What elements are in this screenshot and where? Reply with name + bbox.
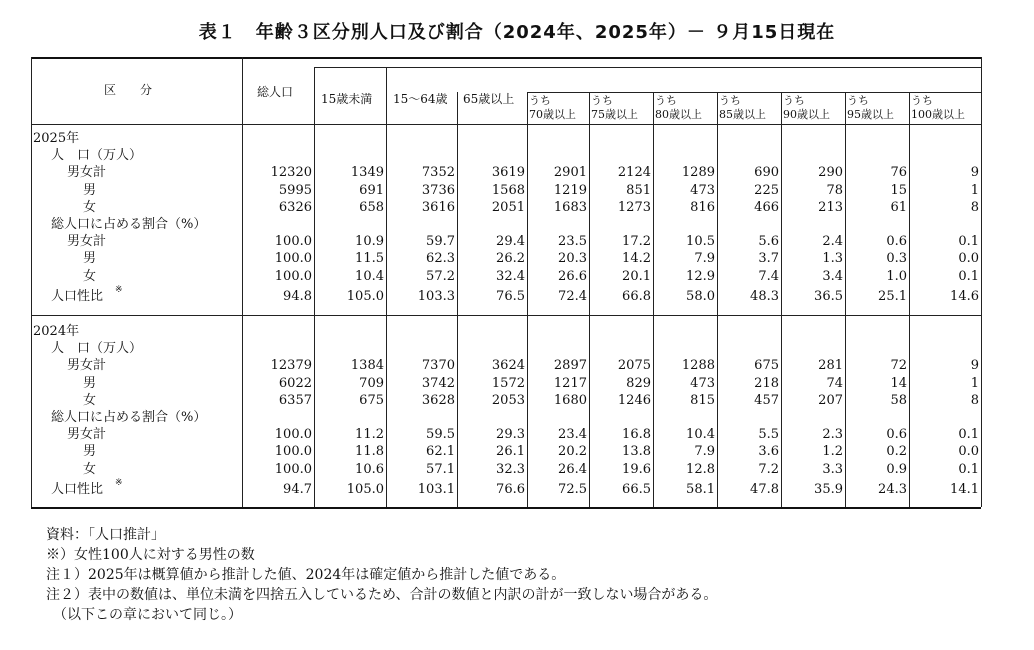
table-cell: 57.1 xyxy=(426,461,455,477)
table-cell: 675 xyxy=(754,358,779,374)
uchi-label: うち xyxy=(655,94,677,107)
table-cell: 10.9 xyxy=(355,234,384,250)
table-cell: 58 xyxy=(890,392,907,408)
sub-age-header: 95歳以上 xyxy=(847,108,894,121)
table-cell: 61 xyxy=(890,199,907,215)
table-cell: 3628 xyxy=(421,392,455,408)
table-cell: 26.4 xyxy=(558,461,587,477)
table-cell: 3624 xyxy=(491,358,525,374)
table-cell: 2075 xyxy=(617,358,651,374)
table-cell: 100.0 xyxy=(274,444,312,460)
table-cell: 20.2 xyxy=(558,444,587,460)
table-cell: 2124 xyxy=(617,165,651,181)
table-cell: 3736 xyxy=(421,182,455,198)
table-cell: 103.1 xyxy=(417,481,455,497)
table-cell: 658 xyxy=(359,199,384,215)
table-rule xyxy=(314,67,315,507)
row-label: 女 xyxy=(83,461,97,477)
row-label: 女 xyxy=(83,199,97,215)
table-cell: 24.3 xyxy=(878,481,907,497)
table-cell: 72 xyxy=(890,358,907,374)
table-cell: 62.1 xyxy=(426,444,455,460)
table-cell: 0.0 xyxy=(958,251,979,267)
table-cell: 0.6 xyxy=(886,234,907,250)
table-cell: 13.8 xyxy=(622,444,651,460)
table-cell: 0.1 xyxy=(958,234,979,250)
table-cell: 0.6 xyxy=(886,427,907,443)
table-cell: 9 xyxy=(970,165,979,181)
table-cell: 1289 xyxy=(681,165,715,181)
kubun-header: 区 分 xyxy=(104,83,153,97)
notes xyxy=(46,525,717,625)
uchi-label: うち xyxy=(529,94,551,107)
row-label: 女 xyxy=(83,268,97,284)
table-rule xyxy=(31,315,981,316)
table-cell: 58.0 xyxy=(686,288,715,304)
table-cell: 36.5 xyxy=(814,288,843,304)
table-cell: 105.0 xyxy=(346,288,384,304)
table-cell: 32.4 xyxy=(496,268,525,284)
table-cell: 12.8 xyxy=(686,461,715,477)
table-cell: 1.0 xyxy=(886,268,907,284)
table-cell: 72.4 xyxy=(558,288,587,304)
table-cell: 29.4 xyxy=(496,234,525,250)
table-cell: 3.3 xyxy=(822,461,843,477)
table-rule xyxy=(845,92,846,507)
table-cell: 10.4 xyxy=(686,427,715,443)
table-cell: 1683 xyxy=(553,199,587,215)
table-cell: 0.1 xyxy=(958,427,979,443)
table-cell: 829 xyxy=(626,375,651,391)
table-cell: 74 xyxy=(826,375,843,391)
table-cell: 94.7 xyxy=(283,481,312,497)
table-cell: 19.6 xyxy=(622,461,651,477)
ratio-mark: ※ xyxy=(115,284,123,295)
note-line: （以下この章において同じ。） xyxy=(46,607,242,623)
uchi-label: うち xyxy=(591,94,613,107)
table-cell: 1219 xyxy=(553,182,587,198)
table-cell: 7370 xyxy=(421,358,455,374)
age15-64-header: 15～64歳 xyxy=(393,92,448,106)
table-cell: 7.9 xyxy=(694,251,715,267)
sub-age-header: 100歳以上 xyxy=(911,108,965,121)
table-cell: 57.2 xyxy=(426,268,455,284)
row-label: 男 xyxy=(83,251,97,267)
table-cell: 690 xyxy=(754,165,779,181)
table-cell: 11.5 xyxy=(355,251,384,267)
page-title: 表１ 年齢３区分別人口及び割合（2024年、2025年）－ ９月15日現在 xyxy=(198,22,836,43)
row-label: 女 xyxy=(83,392,97,408)
table-cell: 207 xyxy=(818,392,843,408)
table-cell: 457 xyxy=(754,392,779,408)
table-cell: 72.5 xyxy=(558,481,587,497)
table-cell: 47.8 xyxy=(750,481,779,497)
under15-header: 15歳未満 xyxy=(321,92,373,106)
table-cell: 2051 xyxy=(491,199,525,215)
table-cell: 2.4 xyxy=(822,234,843,250)
table-cell: 3619 xyxy=(491,165,525,181)
table-cell: 12379 xyxy=(270,358,312,374)
table-cell: 20.1 xyxy=(622,268,651,284)
table-cell: 3.4 xyxy=(822,268,843,284)
table-cell: 3616 xyxy=(421,199,455,215)
table-cell: 23.5 xyxy=(558,234,587,250)
table-cell: 1217 xyxy=(553,375,587,391)
table-cell: 26.1 xyxy=(496,444,525,460)
table-cell: 691 xyxy=(359,182,384,198)
table-cell: 3.6 xyxy=(758,444,779,460)
table-cell: 675 xyxy=(359,392,384,408)
table-cell: 1568 xyxy=(491,182,525,198)
population-table xyxy=(31,57,981,507)
table-cell: 66.5 xyxy=(622,481,651,497)
table-cell: 7352 xyxy=(421,165,455,181)
table-cell: 1384 xyxy=(350,358,384,374)
table-cell: 100.0 xyxy=(274,234,312,250)
table-cell: 0.1 xyxy=(958,461,979,477)
table-rule xyxy=(31,124,981,125)
uchi-label: うち xyxy=(719,94,741,107)
share-label: 総人口に占める割合（%） xyxy=(51,217,207,232)
table-cell: 12.9 xyxy=(686,268,715,284)
table-rule xyxy=(386,67,387,507)
table-cell: 29.3 xyxy=(496,427,525,443)
table-cell: 8 xyxy=(970,199,979,215)
table-cell: 3.7 xyxy=(758,251,779,267)
sub-age-header: 80歳以上 xyxy=(655,108,702,121)
table-cell: 709 xyxy=(359,375,384,391)
table-cell: 26.6 xyxy=(558,268,587,284)
table-cell: 105.0 xyxy=(346,481,384,497)
year-label: 2024年 xyxy=(33,324,80,339)
table-cell: 62.3 xyxy=(426,251,455,267)
table-cell: 59.7 xyxy=(426,234,455,250)
table-cell: 851 xyxy=(626,182,651,198)
table-rule xyxy=(314,67,981,68)
table-rule xyxy=(981,57,982,507)
table-cell: 7.9 xyxy=(694,444,715,460)
table-cell: 35.9 xyxy=(814,481,843,497)
table-cell: 32.3 xyxy=(496,461,525,477)
table-cell: 103.3 xyxy=(417,288,455,304)
table-cell: 473 xyxy=(690,375,715,391)
year-label: 2025年 xyxy=(33,131,80,146)
table-cell: 218 xyxy=(754,375,779,391)
ratio-label: 人口性比 xyxy=(51,288,104,304)
table-cell: 1 xyxy=(970,375,979,391)
table-cell: 1349 xyxy=(350,165,384,181)
note-line: 資料：「人口推計」 xyxy=(46,527,165,543)
table-cell: 12320 xyxy=(270,165,312,181)
table-cell: 58.1 xyxy=(686,481,715,497)
table-cell: 14.2 xyxy=(622,251,651,267)
table-cell: 100.0 xyxy=(274,461,312,477)
sub-age-header: 90歳以上 xyxy=(783,108,830,121)
table-cell: 25.1 xyxy=(878,288,907,304)
table-cell: 10.5 xyxy=(686,234,715,250)
table-cell: 11.2 xyxy=(355,427,384,443)
table-cell: 76 xyxy=(890,165,907,181)
table-rule xyxy=(457,92,458,507)
table-cell: 2901 xyxy=(553,165,587,181)
row-label: 男 xyxy=(83,444,97,460)
table-cell: 23.4 xyxy=(558,427,587,443)
table-cell: 2.3 xyxy=(822,427,843,443)
table-cell: 7.2 xyxy=(758,461,779,477)
share-label: 総人口に占める割合（%） xyxy=(51,410,207,425)
row-label: 男女計 xyxy=(67,165,107,181)
table-rule xyxy=(527,92,981,93)
table-cell: 20.3 xyxy=(558,251,587,267)
table-cell: 14.1 xyxy=(950,481,979,497)
table-cell: 815 xyxy=(690,392,715,408)
table-cell: 0.2 xyxy=(886,444,907,460)
table-rule xyxy=(527,92,528,507)
table-rule xyxy=(781,92,782,507)
table-cell: 5.6 xyxy=(758,234,779,250)
ratio-label: 人口性比 xyxy=(51,481,104,497)
table-cell: 7.4 xyxy=(758,268,779,284)
table-cell: 10.4 xyxy=(355,268,384,284)
table-cell: 0.0 xyxy=(958,444,979,460)
table-cell: 225 xyxy=(754,182,779,198)
table-cell: 17.2 xyxy=(622,234,651,250)
table-cell: 473 xyxy=(690,182,715,198)
table-cell: 1 xyxy=(970,182,979,198)
table-cell: 290 xyxy=(818,165,843,181)
table-cell: 94.8 xyxy=(283,288,312,304)
table-rule xyxy=(717,92,718,507)
row-label: 男女計 xyxy=(67,234,107,250)
row-label: 男 xyxy=(83,375,97,391)
table-cell: 1246 xyxy=(617,392,651,408)
uchi-label: うち xyxy=(847,94,869,107)
table-cell: 1.2 xyxy=(822,444,843,460)
table-cell: 14 xyxy=(890,375,907,391)
table-cell: 48.3 xyxy=(750,288,779,304)
table-cell: 1572 xyxy=(491,375,525,391)
sub-age-header: 85歳以上 xyxy=(719,108,766,121)
table-cell: 100.0 xyxy=(274,268,312,284)
note-line: 注１）2025年は概算値から推計した値、2024年は確定値から推計した値である。 xyxy=(46,567,566,583)
table-cell: 5.5 xyxy=(758,427,779,443)
table-cell: 0.3 xyxy=(886,251,907,267)
pop-label: 人 口（万人） xyxy=(51,341,143,357)
table-cell: 2897 xyxy=(553,358,587,374)
table-cell: 0.9 xyxy=(886,461,907,477)
table-cell: 11.8 xyxy=(355,444,384,460)
uchi-label: うち xyxy=(911,94,933,107)
uchi-label: うち xyxy=(783,94,805,107)
total-header: 総人口 xyxy=(257,85,294,99)
table-cell: 14.6 xyxy=(950,288,979,304)
table-cell: 816 xyxy=(690,199,715,215)
table-rule xyxy=(31,507,981,509)
row-label: 男女計 xyxy=(67,358,107,374)
pop-label: 人 口（万人） xyxy=(51,148,143,164)
table-cell: 6022 xyxy=(278,375,312,391)
table-cell: 59.5 xyxy=(426,427,455,443)
table-cell: 100.0 xyxy=(274,427,312,443)
table-cell: 1680 xyxy=(553,392,587,408)
table-cell: 466 xyxy=(754,199,779,215)
over65-header: 65歳以上 xyxy=(463,92,515,106)
note-line: 注２）表中の数値は、単位未満を四捨五入しているため、合計の数値と内訳の計が一致しない場合がある。 xyxy=(46,587,718,603)
table-cell: 15 xyxy=(890,182,907,198)
table-cell: 78 xyxy=(826,182,843,198)
table-cell: 5995 xyxy=(278,182,312,198)
table-cell: 0.1 xyxy=(958,268,979,284)
table-cell: 100.0 xyxy=(274,251,312,267)
table-cell: 16.8 xyxy=(622,427,651,443)
table-cell: 6326 xyxy=(278,199,312,215)
sub-age-header: 75歳以上 xyxy=(591,108,638,121)
ratio-mark: ※ xyxy=(115,477,123,488)
row-label: 男女計 xyxy=(67,427,107,443)
table-rule xyxy=(589,92,590,507)
table-cell: 66.8 xyxy=(622,288,651,304)
table-cell: 10.6 xyxy=(355,461,384,477)
table-cell: 213 xyxy=(818,199,843,215)
table-cell: 1288 xyxy=(681,358,715,374)
table-cell: 26.2 xyxy=(496,251,525,267)
table-cell: 8 xyxy=(970,392,979,408)
sub-age-header: 70歳以上 xyxy=(529,108,576,121)
row-label: 男 xyxy=(83,182,97,198)
table-cell: 2053 xyxy=(491,392,525,408)
table-rule xyxy=(31,57,981,59)
table-cell: 76.6 xyxy=(496,481,525,497)
table-cell: 1.3 xyxy=(822,251,843,267)
table-cell: 9 xyxy=(970,358,979,374)
table-cell: 6357 xyxy=(278,392,312,408)
table-cell: 3742 xyxy=(421,375,455,391)
table-cell: 76.5 xyxy=(496,288,525,304)
table-cell: 281 xyxy=(818,358,843,374)
table-rule xyxy=(909,92,910,507)
table-rule xyxy=(653,92,654,507)
table-cell: 1273 xyxy=(617,199,651,215)
note-line: ※）女性100人に対する男性の数 xyxy=(46,547,255,563)
